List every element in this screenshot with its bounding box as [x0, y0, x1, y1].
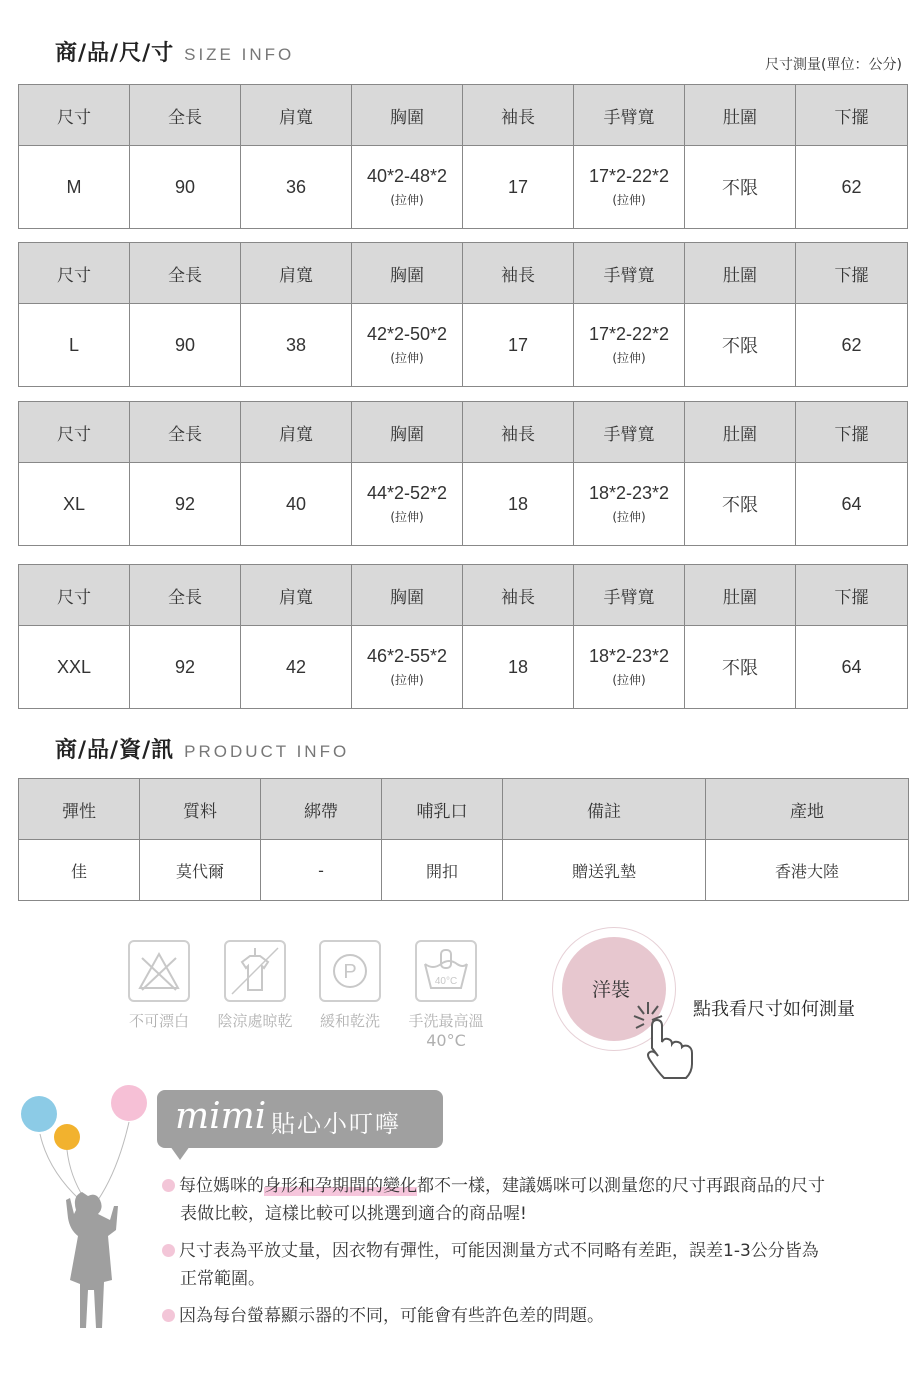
size-header-cell: 肚圍 — [685, 243, 796, 304]
dry-clean-icon — [319, 940, 381, 1002]
size-table-m — [18, 84, 908, 229]
balloon-illustration — [18, 1080, 158, 1354]
size-header-row — [19, 402, 908, 463]
product-value-cell: 贈送乳墊 — [503, 840, 706, 901]
p-symbol: P — [343, 961, 357, 983]
measurement-value: 17*2-22*2 — [588, 166, 670, 186]
size-cell-size: L — [19, 304, 130, 387]
no-bleach-icon — [128, 940, 190, 1002]
size-header-cell: 下擺 — [796, 85, 908, 146]
size-cell-chest — [352, 626, 463, 709]
size-cell-arm — [574, 146, 685, 229]
measure-link[interactable]: 點我看尺寸如何測量 — [693, 999, 855, 1020]
tip-bullet — [162, 1309, 175, 1322]
product-value-cell: 莫代爾 — [140, 840, 261, 901]
size-cell-arm — [574, 626, 685, 709]
size-cell-size: XL — [19, 463, 130, 546]
size-cell-waist: 不限 — [685, 146, 796, 229]
product-info-table — [18, 778, 909, 901]
size-header-cell: 肩寬 — [241, 565, 352, 626]
size-cell-shoulder: 38 — [241, 304, 352, 387]
care-hand-wash — [403, 940, 489, 1050]
size-cell-length: 92 — [130, 626, 241, 709]
product-value-cell: 開扣 — [382, 840, 503, 901]
size-cell-waist: 不限 — [685, 304, 796, 387]
care-dry-clean — [313, 940, 387, 1031]
measurement-value: 18*2-23*2 — [588, 483, 670, 503]
size-section-title: 商/品/尺/寸 — [55, 41, 175, 66]
tips-title: 貼心小叮嚀 — [271, 1110, 401, 1138]
size-cell-length: 92 — [130, 463, 241, 546]
size-cell-sleeve: 18 — [463, 463, 574, 546]
size-value-row — [19, 304, 908, 387]
care-label: 緩和乾洗 — [319, 1012, 380, 1030]
size-header-cell: 下擺 — [796, 402, 908, 463]
size-cell-shoulder: 36 — [241, 146, 352, 229]
size-header-cell: 尺寸 — [19, 565, 130, 626]
size-cell-chest — [352, 304, 463, 387]
care-label-temp: 40°C — [426, 1031, 466, 1050]
size-header-row — [19, 243, 908, 304]
size-header-cell: 下擺 — [796, 243, 908, 304]
size-cell-sleeve: 17 — [463, 146, 574, 229]
size-table-xxl — [18, 564, 908, 709]
size-cell-chest — [352, 146, 463, 229]
stretch-note: (拉伸) — [612, 193, 646, 207]
measurement-value: 17*2-22*2 — [588, 324, 670, 344]
stretch-note: (拉伸) — [612, 673, 646, 687]
size-header-cell: 袖長 — [463, 85, 574, 146]
size-header-cell: 全長 — [130, 85, 241, 146]
stretch-note: (拉伸) — [612, 510, 646, 524]
size-header-cell: 肩寬 — [241, 402, 352, 463]
size-cell-sleeve: 17 — [463, 304, 574, 387]
size-value-row — [19, 626, 908, 709]
size-header-cell: 胸圍 — [352, 402, 463, 463]
stretch-note: (拉伸) — [612, 351, 646, 365]
size-header-cell: 袖長 — [463, 243, 574, 304]
size-cell-chest — [352, 463, 463, 546]
product-header-cell: 質料 — [140, 779, 261, 840]
yellow-balloon — [54, 1124, 80, 1150]
size-header-cell: 手臂寬 — [574, 565, 685, 626]
size-value-row — [19, 463, 908, 546]
size-section-heading — [55, 36, 294, 67]
care-no-bleach — [121, 940, 197, 1031]
product-header-cell: 綁帶 — [261, 779, 382, 840]
stretch-note: (拉伸) — [390, 193, 424, 207]
tip-item — [162, 1172, 825, 1228]
product-header-cell: 備註 — [503, 779, 706, 840]
child-silhouette — [66, 1192, 118, 1328]
size-header-cell: 尺寸 — [19, 402, 130, 463]
measurement-value: 40*2-48*2 — [366, 166, 448, 186]
size-cell-arm — [574, 304, 685, 387]
size-header-cell: 尺寸 — [19, 243, 130, 304]
size-header-cell: 胸圍 — [352, 565, 463, 626]
wash-temp-label: 40°C — [434, 976, 458, 987]
size-table-xl — [18, 401, 908, 546]
size-header-row — [19, 565, 908, 626]
size-cell-arm — [574, 463, 685, 546]
size-section-subtitle: SIZE INFO — [184, 45, 295, 64]
tips-header-pointer — [170, 1146, 190, 1160]
stretch-note: (拉伸) — [390, 510, 424, 524]
size-header-cell: 肩寬 — [241, 243, 352, 304]
product-info-value-row — [19, 840, 909, 901]
size-header-cell: 胸圍 — [352, 243, 463, 304]
size-header-cell: 下擺 — [796, 565, 908, 626]
size-cell-shoulder: 42 — [241, 626, 352, 709]
tip-text: 都不一樣，建議媽咪可以測量您的尺寸再跟商品的尺寸 — [417, 1176, 825, 1196]
stretch-note: (拉伸) — [390, 673, 424, 687]
product-header-cell: 產地 — [706, 779, 909, 840]
size-header-cell: 手臂寬 — [574, 243, 685, 304]
size-cell-sleeve: 18 — [463, 626, 574, 709]
measure-circle-label[interactable]: 洋裝 — [592, 979, 631, 1001]
size-cell-waist: 不限 — [685, 463, 796, 546]
size-header-row — [19, 85, 908, 146]
size-header-cell: 袖長 — [463, 565, 574, 626]
product-header-cell: 彈性 — [19, 779, 140, 840]
size-header-cell: 全長 — [130, 565, 241, 626]
size-cell-waist: 不限 — [685, 626, 796, 709]
shade-dry-icon — [224, 940, 286, 1002]
tip-bullet — [162, 1244, 175, 1257]
tip-text: 因為每台螢幕顯示器的不同，可能會有些許色差的問題。 — [179, 1306, 604, 1326]
size-header-cell: 肚圍 — [685, 402, 796, 463]
tip-text: 表做比較，這樣比較可以挑選到適合的商品喔! — [180, 1204, 527, 1224]
care-label: 陰涼處晾乾 — [217, 1012, 293, 1030]
measurement-value: 46*2-55*2 — [366, 646, 448, 666]
size-cell-hem: 64 — [796, 463, 908, 546]
size-header-cell: 胸圍 — [352, 85, 463, 146]
size-value-row — [19, 146, 908, 229]
size-cell-hem: 64 — [796, 626, 908, 709]
tips-brand: mimi — [175, 1096, 267, 1137]
product-value-cell: 佳 — [19, 840, 140, 901]
tip-text: 正常範圍。 — [180, 1269, 265, 1289]
blue-balloon — [21, 1096, 57, 1132]
product-section-subtitle: PRODUCT INFO — [184, 742, 350, 761]
tip-bullet — [162, 1179, 175, 1192]
size-table-l — [18, 242, 908, 387]
size-cell-size: XXL — [19, 626, 130, 709]
size-cell-hem: 62 — [796, 304, 908, 387]
product-value-cell: 香港大陸 — [706, 840, 909, 901]
product-section-heading — [55, 733, 349, 764]
tip-item — [162, 1302, 604, 1330]
measurement-value: 42*2-50*2 — [366, 324, 448, 344]
size-header-cell: 尺寸 — [19, 85, 130, 146]
measurement-value: 44*2-52*2 — [366, 483, 448, 503]
size-header-cell: 全長 — [130, 243, 241, 304]
measurement-value: 18*2-23*2 — [588, 646, 670, 666]
size-header-cell: 肚圍 — [685, 85, 796, 146]
tip-highlight: 身形和孕期間的變化 — [264, 1176, 417, 1196]
unit-note: 尺寸測量(單位：公分) — [765, 57, 902, 73]
size-header-cell: 手臂寬 — [574, 402, 685, 463]
size-cell-shoulder: 40 — [241, 463, 352, 546]
size-header-cell: 手臂寬 — [574, 85, 685, 146]
size-header-cell: 肩寬 — [241, 85, 352, 146]
care-label: 不可漂白 — [128, 1012, 189, 1030]
stretch-note: (拉伸) — [390, 351, 424, 365]
size-header-cell: 袖長 — [463, 402, 574, 463]
product-info-header-row — [19, 779, 909, 840]
tip-text: 每位媽咪的 — [179, 1176, 264, 1196]
care-label: 手洗最高溫 — [408, 1012, 484, 1030]
size-cell-length: 90 — [130, 304, 241, 387]
care-shade-dry — [209, 940, 301, 1031]
size-header-cell: 肚圍 — [685, 565, 796, 626]
product-header-cell: 哺乳口 — [382, 779, 503, 840]
size-cell-length: 90 — [130, 146, 241, 229]
tip-item — [162, 1237, 819, 1293]
hand-wash-icon — [415, 940, 477, 1002]
tips-header — [157, 1090, 443, 1148]
pink-balloon — [111, 1085, 147, 1121]
tip-text: 尺寸表為平放丈量，因衣物有彈性，可能因測量方式不同略有差距，誤差1-3公分皆為 — [179, 1241, 819, 1261]
size-cell-size: M — [19, 146, 130, 229]
product-section-title: 商/品/資/訊 — [55, 738, 175, 763]
size-header-cell: 全長 — [130, 402, 241, 463]
product-value-cell: - — [261, 840, 382, 901]
size-cell-hem: 62 — [796, 146, 908, 229]
